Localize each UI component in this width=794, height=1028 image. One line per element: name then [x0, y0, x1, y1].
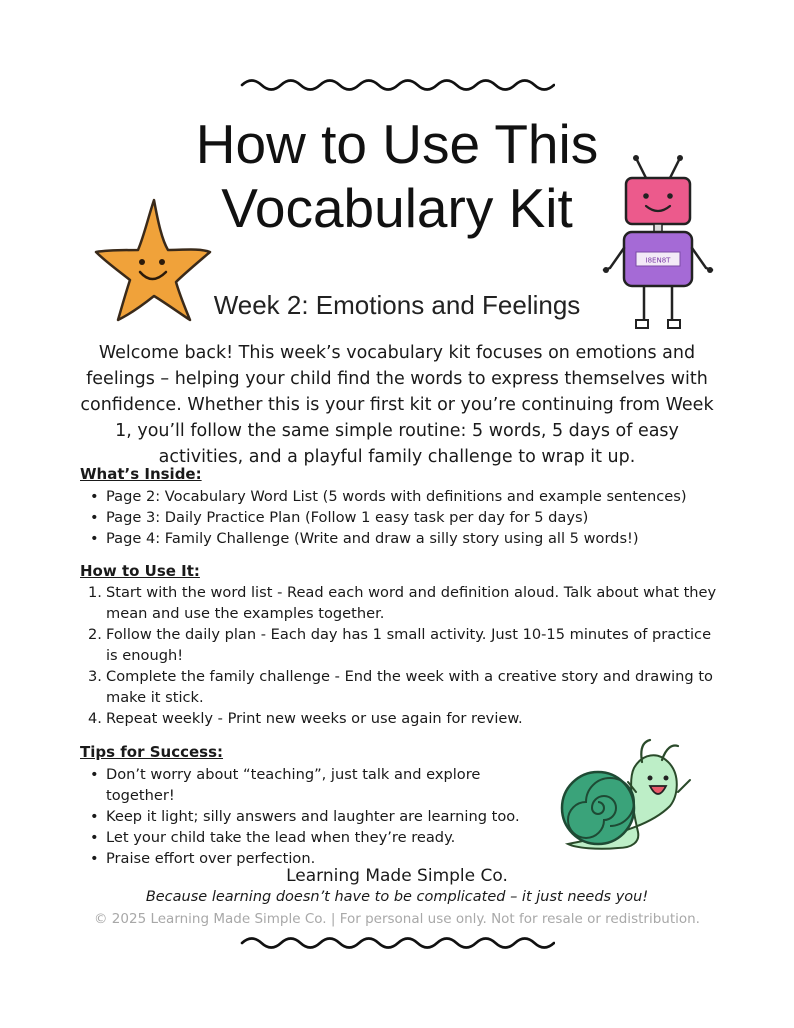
list-text: Repeat weekly - Print new weeks or use again for review.	[106, 710, 523, 727]
bottom-wavy-divider	[240, 933, 555, 953]
list-number: 3.	[88, 668, 102, 685]
list-item: • Keep it light; silly answers and laughter are learning too.	[80, 806, 550, 827]
list-text: Follow the daily plan - Each day has 1 small activity. Just 10-15 minutes of practice is enough!	[106, 626, 712, 664]
robot-hand-right	[707, 267, 713, 273]
robot-arm-left	[604, 248, 624, 270]
list-number: 1.	[88, 584, 102, 601]
star-eye-right	[159, 259, 165, 265]
happy-snail-icon	[558, 736, 703, 854]
list-item: • Page 4: Family Challenge (Write and draw a silly story using all 5 words!)	[80, 528, 720, 549]
tagline: Because learning doesn’t have to be complicated – it just needs you!	[145, 889, 649, 905]
list-item	[80, 708, 720, 729]
list-item: • Let your child take the lead when they’re ready.	[80, 827, 550, 848]
robot-antenna-right	[670, 158, 680, 178]
snail-arm-right	[678, 780, 690, 792]
top-wavy-divider	[240, 75, 555, 95]
title-line-1: How to Use This	[195, 113, 599, 175]
list-item: • Page 3: Daily Practice Plan (Follow 1 easy task per day for 5 days)	[80, 507, 720, 528]
list-item	[80, 624, 720, 666]
intro-paragraph: Welcome back! This week’s vocabulary kit focuses on emotions and feelings – helping your child find the words to express themselves with confidence. Whether this is your first kit or you’re continuing from Week 1, you’ll follow the same simple routine: 5 words, 5 days of easy activities, and a playful family challenge to wrap it up.	[80, 343, 714, 467]
snail-eye-left	[648, 776, 653, 781]
brand-name: Learning Made Simple Co.	[286, 866, 508, 886]
list-number: 4.	[88, 710, 102, 727]
robot-eye-left	[643, 193, 649, 199]
robot-antenna-tip-left	[633, 155, 639, 161]
list-text: Start with the word list - Read each word and definition aloud. Talk about what they mean and use the examples together.	[106, 584, 717, 622]
section-heading-whats-inside: What’s Inside:	[80, 465, 202, 483]
how-to-use-list	[80, 582, 720, 729]
list-number: 2.	[88, 626, 102, 643]
list-item	[80, 666, 720, 708]
list-item: • Praise effort over perfection.	[80, 848, 550, 869]
subtitle: Week 2: Emotions and Feelings	[213, 290, 581, 320]
robot-eye-right	[667, 193, 673, 199]
whats-inside-list	[80, 486, 720, 549]
robot-arm-right	[692, 248, 712, 270]
section-heading-how-to-use: How to Use It:	[80, 562, 200, 580]
list-item	[80, 582, 720, 624]
snail-eye-right	[664, 776, 669, 781]
list-item: • Don’t worry about “teaching”, just talk and explore together!	[80, 764, 550, 806]
robot-head	[626, 178, 690, 224]
tips-list	[80, 764, 550, 869]
list-item: • Page 2: Vocabulary Word List (5 words with definitions and example sentences)	[80, 486, 720, 507]
star-eye-left	[139, 259, 145, 265]
copyright: © 2025 Learning Made Simple Co. | For personal use only. Not for resale or redistribution.	[94, 911, 700, 927]
robot-antenna-tip-right	[677, 155, 683, 161]
robot-badge-text: I8EN8T	[645, 256, 671, 265]
section-heading-tips: Tips for Success:	[80, 743, 224, 761]
robot-hand-left	[603, 267, 609, 273]
robot-foot-left	[636, 320, 648, 328]
title-line-2: Vocabulary Kit	[221, 177, 573, 239]
list-text: Complete the family challenge - End the week with a creative story and drawing to make it stick.	[106, 668, 713, 706]
robot-foot-right	[668, 320, 680, 328]
robot-antenna-left	[636, 158, 646, 178]
